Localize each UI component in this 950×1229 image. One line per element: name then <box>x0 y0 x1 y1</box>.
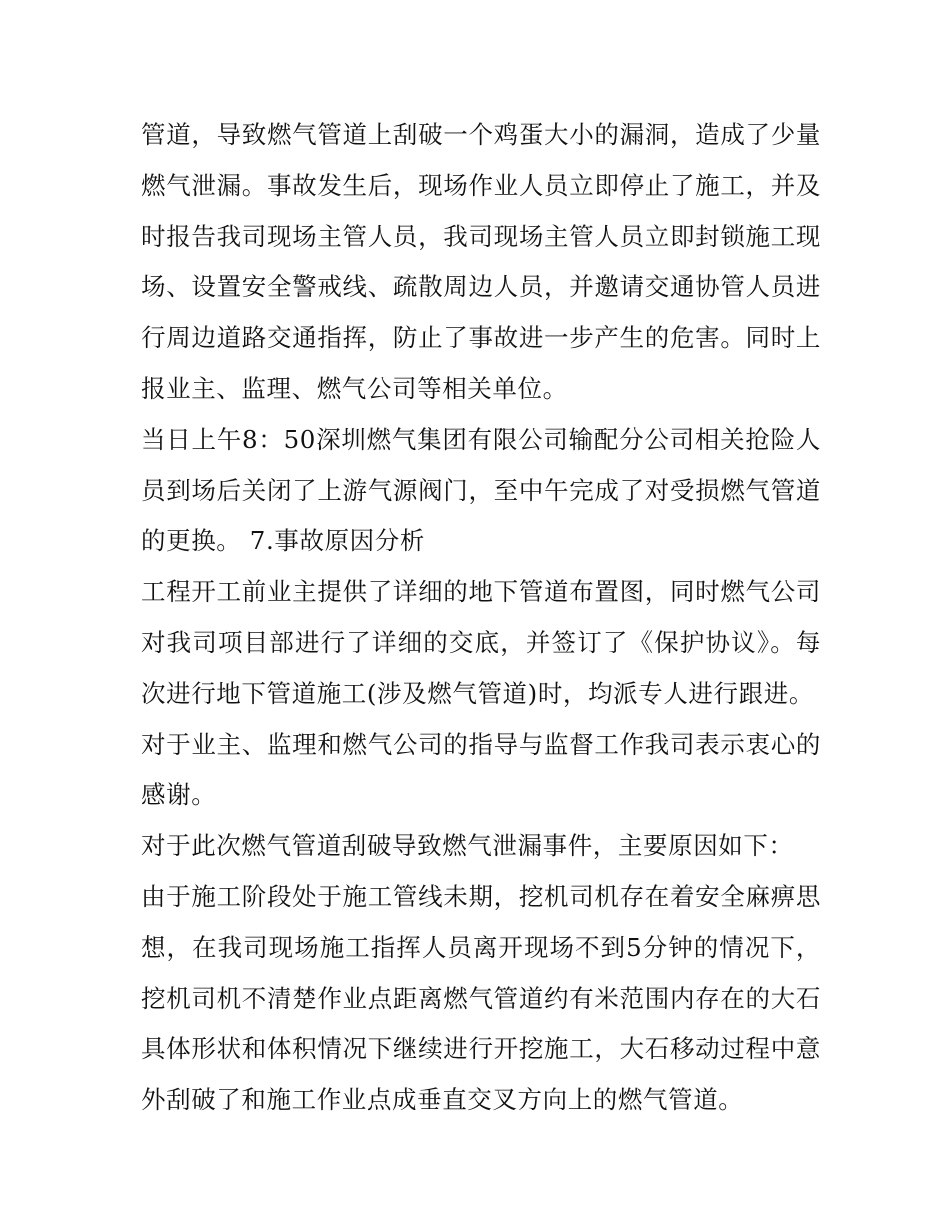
paragraph-emergency-repair: 当日上午8：50深圳燃气集团有限公司输配分公司相关抢险人员到场后关闭了上游气源阀门，至中午完成了对受损燃气管道的更换。 7.事故原因分析 <box>141 424 821 556</box>
paragraph-main-cause: 由于施工阶段处于施工管线未期，挖机司机存在着安全麻痹思想，在我司现场施工指挥人员离开现场不到5分钟的情况下，挖机司机不清楚作业点距离燃气管道约有米范围内存在的大石具体形状和体积情况下继续进行开挖施工，大石移动过程中意外刮破了和施工作业点成垂直交叉方向上的燃气管道。 <box>141 881 821 1115</box>
document-body <box>141 110 821 1126</box>
paragraph-thanks: 对于业主、监理和燃气公司的指导与监督工作我司表示衷心的感谢。 <box>141 729 821 810</box>
paragraph-incident-response: 管道，导致燃气管道上刮破一个鸡蛋大小的漏洞，造成了少量燃气泄漏。事故发生后，现场作业人员立即停止了施工，并及时报告我司现场主管人员，我司现场主管人员立即封锁施工现场、设置安全警戒线、疏散周边人员，并邀请交通协管人员进行周边道路交通指挥，防止了事故进一步产生的危害。同时上报业主、监理、燃气公司等相关单位。 <box>141 120 821 403</box>
paragraph-pre-construction: 工程开工前业主提供了详细的地下管道布置图，同时燃气公司对我司项目部进行了详细的交底，并签订了《保护协议》。每次进行地下管道施工(涉及燃气管道)时，均派专人进行跟进。 <box>141 577 821 708</box>
paragraph-causes-intro: 对于此次燃气管道刮破导致燃气泄漏事件，主要原因如下： <box>141 831 794 861</box>
